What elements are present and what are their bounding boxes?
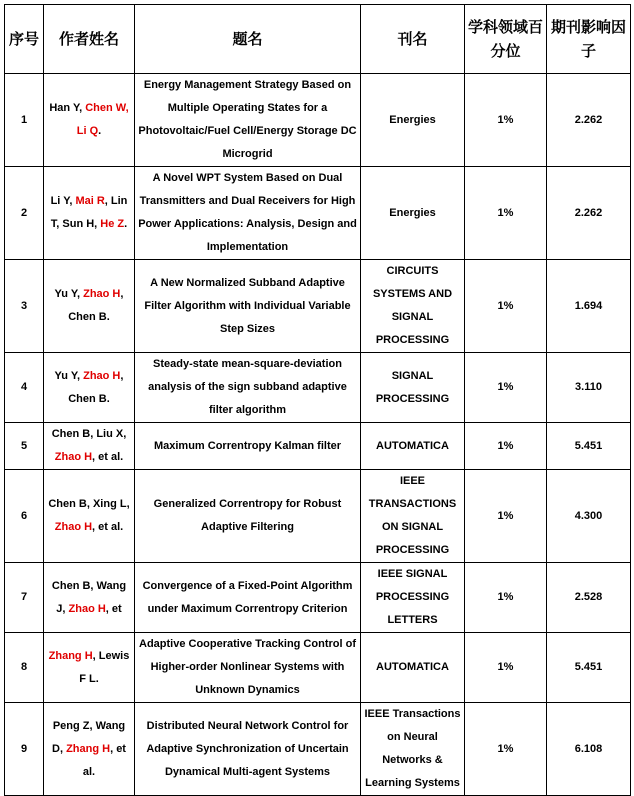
row-percentile: 1%	[465, 260, 547, 353]
row-percentile: 1%	[465, 423, 547, 470]
row-impact: 5.451	[547, 633, 631, 703]
row-percentile: 1%	[465, 563, 547, 633]
row-index: 4	[5, 353, 44, 423]
author-text: .	[124, 218, 128, 230]
row-title: Generalized Correntropy for Robust Adaptive Filtering	[135, 470, 361, 563]
row-index: 6	[5, 470, 44, 563]
row-index: 3	[5, 260, 44, 353]
author-text: Peng Z, Wang D,	[52, 719, 126, 755]
row-impact: 6.108	[547, 703, 631, 796]
row-impact: 3.110	[547, 353, 631, 423]
row-index: 1	[5, 74, 44, 167]
row-title: Maximum Correntropy Kalman filter	[135, 423, 361, 470]
row-journal: IEEE SIGNAL PROCESSING LETTERS	[361, 563, 465, 633]
highlighted-author: Chen W, Li Q	[76, 102, 129, 137]
row-title: Adaptive Cooperative Tracking Control of Higher-order Nonlinear Systems with Unknown Dynamics	[135, 633, 361, 703]
row-journal: Energies	[361, 167, 465, 260]
row-authors	[44, 167, 135, 260]
row-journal: IEEE TRANSACTIONS ON SIGNAL PROCESSING	[361, 470, 465, 563]
table-row	[5, 633, 631, 703]
table-row	[5, 167, 631, 260]
row-journal: AUTOMATICA	[361, 423, 465, 470]
row-journal: SIGNAL PROCESSING	[361, 353, 465, 423]
row-authors	[44, 423, 135, 470]
row-authors	[44, 563, 135, 633]
header-title: 题名	[135, 5, 361, 74]
row-impact: 2.262	[547, 167, 631, 260]
row-journal: IEEE Transactions on Neural Networks & Learning Systems	[361, 703, 465, 796]
row-authors	[44, 633, 135, 703]
author-text: Chen B, Liu X,	[51, 428, 127, 440]
author-text: , et al.	[82, 742, 126, 778]
highlighted-author: Zhao H	[83, 369, 121, 382]
row-journal: CIRCUITS SYSTEMS AND SIGNAL PROCESSING	[361, 260, 465, 353]
table-row	[5, 470, 631, 563]
author-text: , Chen B.	[68, 288, 124, 323]
row-journal: AUTOMATICA	[361, 633, 465, 703]
papers-table	[4, 4, 631, 796]
table-body	[5, 74, 631, 796]
row-percentile: 1%	[465, 703, 547, 796]
row-title: A Novel WPT System Based on Dual Transmitters and Dual Receivers for High Power Applications: Analysis, Design and Implementation	[135, 167, 361, 260]
highlighted-author: Zhao H	[54, 521, 93, 533]
author-text: , et	[105, 602, 122, 615]
highlighted-author: Mai R	[75, 195, 105, 207]
row-impact: 1.694	[547, 260, 631, 353]
author-text: Han Y,	[49, 102, 86, 114]
highlighted-author: Zhang H	[66, 742, 111, 755]
header-index: 序号	[5, 5, 44, 74]
author-text: , et al.	[92, 521, 124, 533]
row-impact: 4.300	[547, 470, 631, 563]
highlighted-author: Zhao H	[68, 602, 106, 615]
row-percentile: 1%	[465, 167, 547, 260]
author-text: .	[98, 125, 102, 137]
author-text: , Chen B.	[68, 369, 124, 405]
row-authors	[44, 74, 135, 167]
table-row	[5, 563, 631, 633]
row-authors	[44, 703, 135, 796]
row-index: 5	[5, 423, 44, 470]
row-impact: 2.528	[547, 563, 631, 633]
table-row	[5, 703, 631, 796]
row-impact: 5.451	[547, 423, 631, 470]
header-row	[5, 5, 631, 74]
author-text: Li Y,	[50, 195, 76, 207]
row-index: 7	[5, 563, 44, 633]
row-title: Energy Management Strategy Based on Multiple Operating States for a Photovoltaic/Fuel Cell/Energy Storage DC Microgrid	[135, 74, 361, 167]
row-percentile: 1%	[465, 353, 547, 423]
header-impact: 期刊影响因子	[547, 5, 631, 74]
author-text: , Lewis F L.	[79, 649, 130, 685]
table-row	[5, 260, 631, 353]
table-row	[5, 423, 631, 470]
author-text: Chen B, Wang J,	[51, 579, 127, 615]
row-journal: Energies	[361, 74, 465, 167]
row-title: A New Normalized Subband Adaptive Filter Algorithm with Individual Variable Step Sizes	[135, 260, 361, 353]
row-authors	[44, 353, 135, 423]
table-row	[5, 74, 631, 167]
highlighted-author: Zhao H	[83, 288, 121, 300]
table-row	[5, 353, 631, 423]
row-index: 8	[5, 633, 44, 703]
author-text: Chen B, Xing L,	[48, 498, 130, 510]
author-text: , et al.	[92, 451, 124, 463]
header-authors: 作者姓名	[44, 5, 135, 74]
author-text: , Lin T, Sun H,	[50, 195, 128, 230]
row-title: Distributed Neural Network Control for Adaptive Synchronization of Uncertain Dynamical Multi-agent Systems	[135, 703, 361, 796]
row-index: 2	[5, 167, 44, 260]
row-percentile: 1%	[465, 470, 547, 563]
header-journal: 刊名	[361, 5, 465, 74]
header-percentile: 学科领域百分位	[465, 5, 547, 74]
row-title: Convergence of a Fixed-Point Algorithm under Maximum Correntropy Criterion	[135, 563, 361, 633]
highlighted-author: Zhao H	[54, 451, 93, 463]
table-header	[5, 5, 631, 74]
highlighted-author: He Z	[100, 218, 125, 230]
row-percentile: 1%	[465, 633, 547, 703]
row-percentile: 1%	[465, 74, 547, 167]
row-index: 9	[5, 703, 44, 796]
author-text: Yu Y,	[54, 288, 84, 300]
row-title: Steady-state mean-square-deviation analysis of the sign subband adaptive filter algorithm	[135, 353, 361, 423]
row-authors	[44, 470, 135, 563]
author-text: Yu Y,	[54, 369, 84, 382]
row-authors	[44, 260, 135, 353]
row-impact: 2.262	[547, 74, 631, 167]
highlighted-author: Zhang H	[48, 649, 93, 662]
